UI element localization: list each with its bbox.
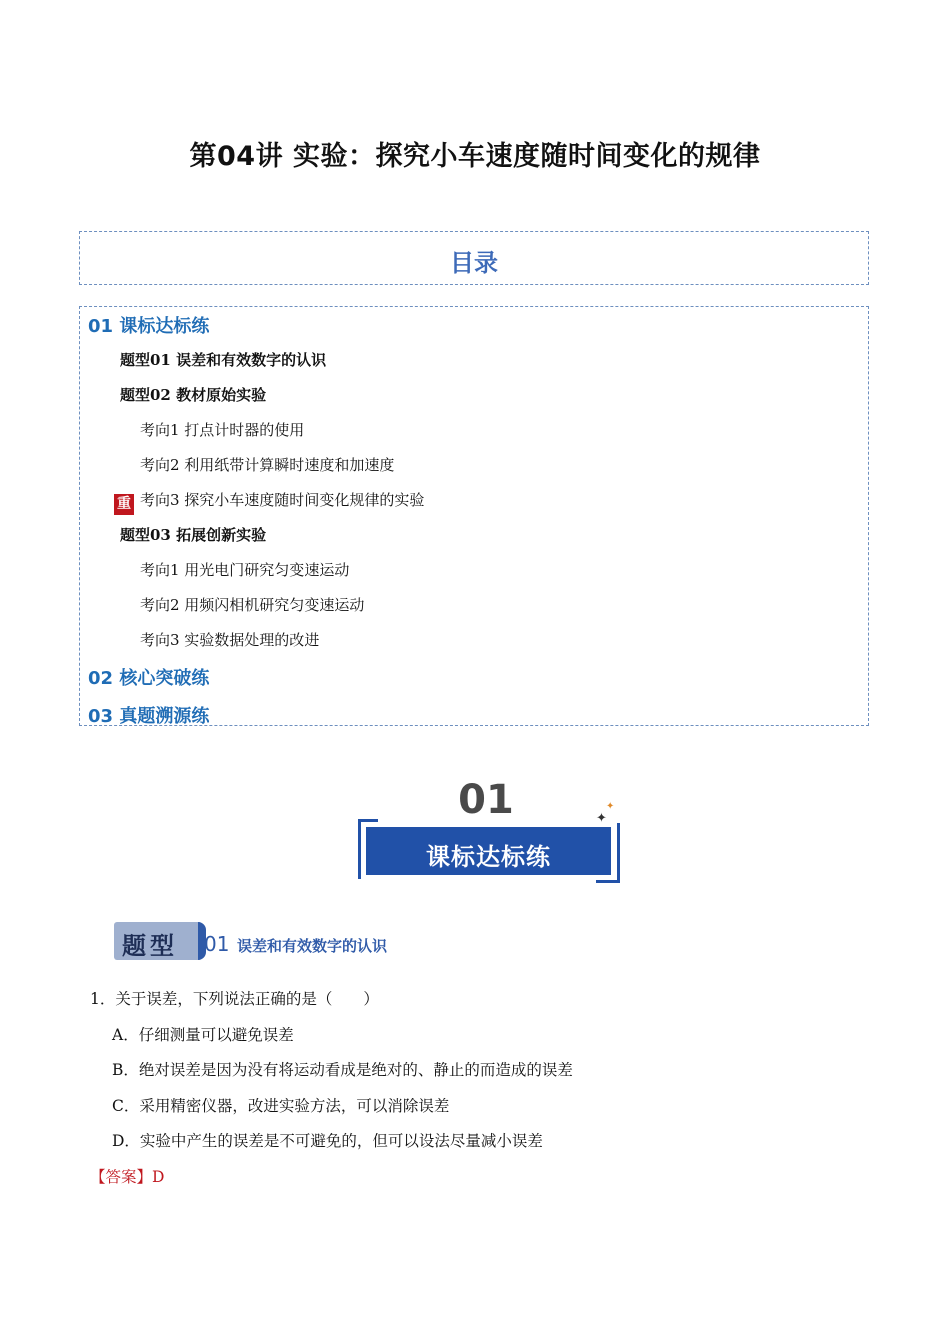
banner-label: 课标达标练 — [426, 843, 551, 871]
toc-type-2[interactable]: 题型02 教材原始实验 — [120, 386, 267, 404]
toc-list — [79, 306, 869, 726]
toc-direction-3-2[interactable]: 考向2 用频闪相机研究匀变速运动 — [140, 596, 365, 614]
option-b: B．绝对误差是因为没有将运动看成是绝对的、静止的而造成的误差 — [112, 1061, 573, 1079]
question-stem: 1．关于误差，下列说法正确的是（ ） — [90, 990, 379, 1008]
banner-bar — [366, 827, 611, 875]
type-tab — [114, 922, 202, 960]
toc-section-3[interactable]: 03 真题溯源练 — [88, 706, 210, 727]
sparkle-icon: ✦ — [596, 811, 607, 826]
toc-section-2[interactable]: 02 核心突破练 — [88, 668, 210, 689]
toc-type-3[interactable]: 题型03 拓展创新实验 — [120, 526, 267, 544]
type-number: 01 — [204, 932, 230, 956]
sparkle-icon-small: ✦ — [606, 801, 615, 812]
toc-direction-3-3[interactable]: 考向3 实验数据处理的改进 — [140, 631, 320, 649]
toc-direction-3-1[interactable]: 考向1 用光电门研究匀变速运动 — [140, 561, 350, 579]
toc-direction-2-2[interactable]: 考向2 利用纸带计算瞬时速度和加速度 — [140, 456, 395, 474]
toc-direction-2-1[interactable]: 考向1 打点计时器的使用 — [140, 421, 305, 439]
key-point-badge: 重 — [114, 494, 134, 515]
toc-direction-2-3[interactable]: 考向3 探究小车速度随时间变化规律的实验 — [140, 491, 425, 509]
toc-heading: 目录 — [450, 249, 498, 277]
answer: 【答案】D — [90, 1168, 165, 1186]
toc-section-1[interactable]: 01 课标达标练 — [88, 316, 210, 337]
option-d: D．实验中产生的误差是不可避免的，但可以设法尽量减小误差 — [112, 1132, 543, 1150]
page-title: 第04讲 实验：探究小车速度随时间变化的规律 — [189, 141, 761, 172]
type-name: 误差和有效数字的认识 — [237, 937, 388, 955]
option-c: C．采用精密仪器，改进实验方法，可以消除误差 — [112, 1097, 450, 1115]
question-type-header — [114, 922, 534, 962]
banner-number: 01 — [458, 777, 514, 823]
section-banner — [356, 777, 626, 885]
toc-type-1[interactable]: 题型01 误差和有效数字的认识 — [120, 351, 327, 369]
type-tab-label: 题型 — [122, 931, 178, 960]
toc-heading-box — [79, 231, 869, 285]
option-a: A．仔细测量可以避免误差 — [112, 1026, 294, 1044]
